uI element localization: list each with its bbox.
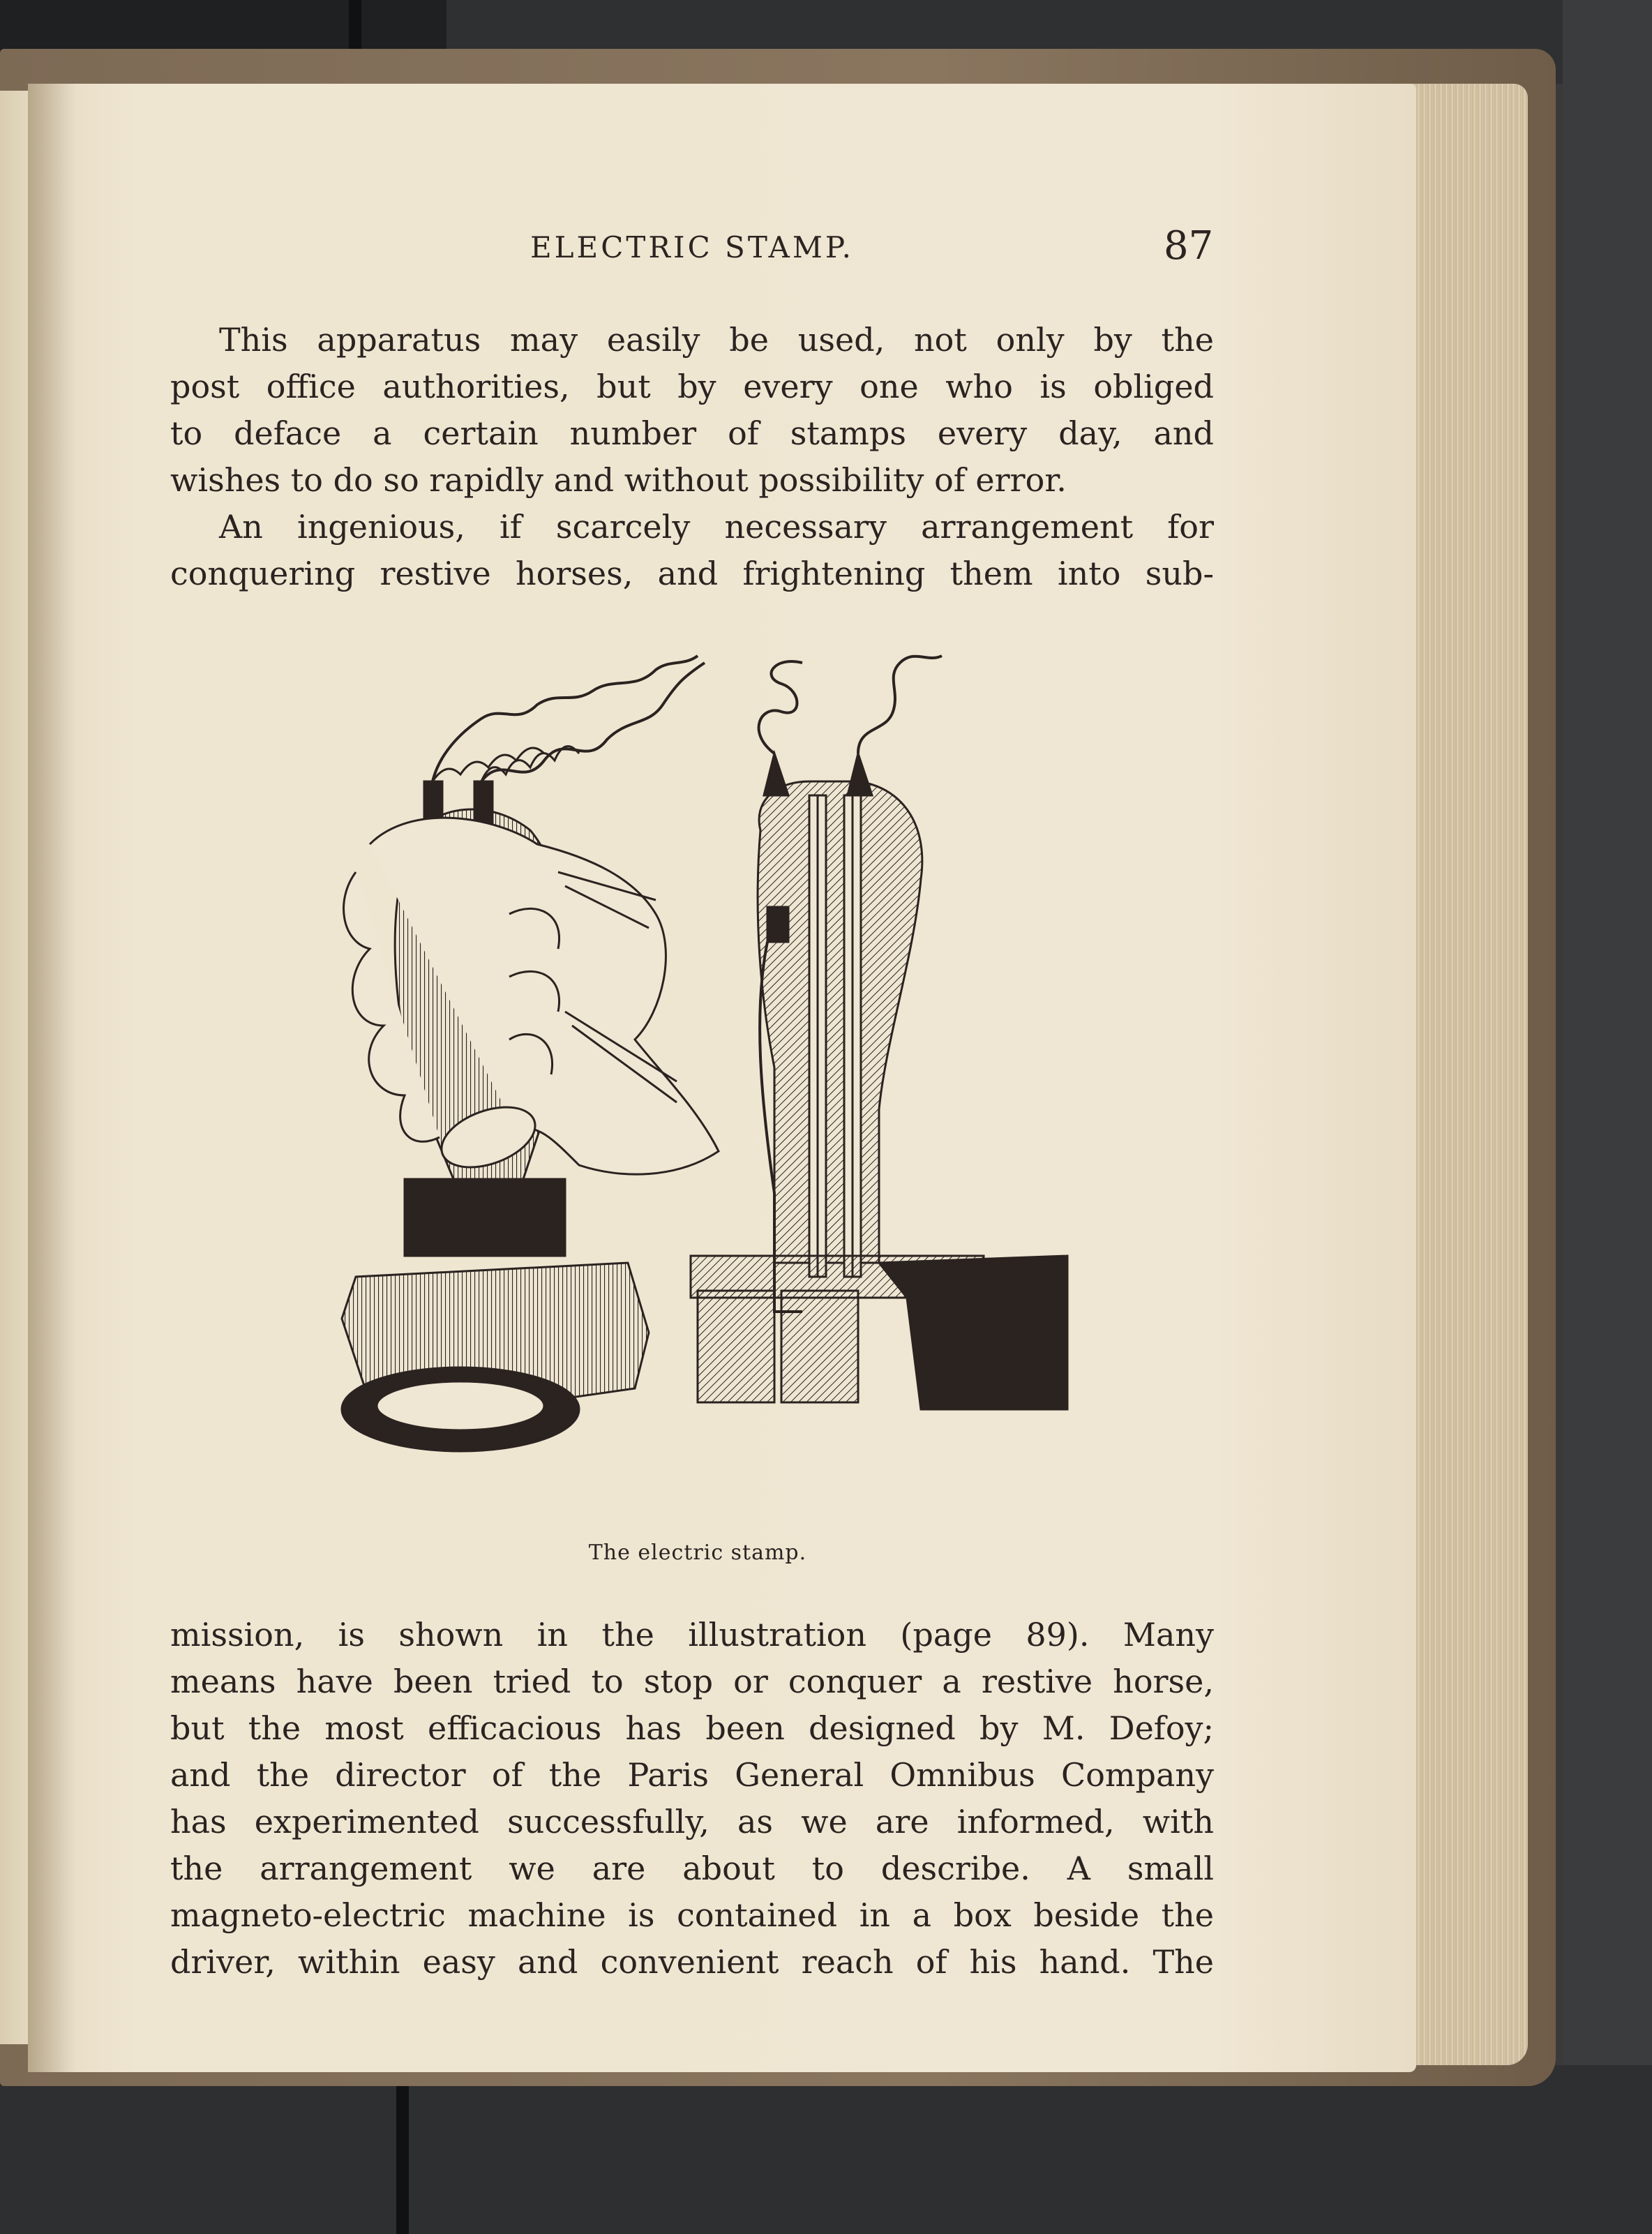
text-line: post office authorities, but by every one who is obliged	[170, 368, 1214, 405]
scanner-background	[1563, 0, 1652, 2234]
page-edges	[1409, 84, 1528, 2065]
text-line: the arrangement we are about to describe. A small	[170, 1850, 1214, 1887]
text-line: mission, is shown in the illustration (page 89). Many	[170, 1616, 1214, 1654]
text-line: driver, within easy and convenient reach of his hand. The	[170, 1943, 1214, 1981]
figure-caption: The electric stamp.	[588, 1540, 807, 1565]
paragraph-3	[170, 1612, 1214, 1986]
gutter-shadow	[28, 84, 77, 2072]
text-line: means have been tried to stop or conquer a restive horse,	[170, 1663, 1214, 1700]
text-line: An ingenious, if scarcely necessary arrangement for	[219, 508, 1214, 546]
text-line: to deface a certain number of stamps every day, and	[170, 414, 1214, 452]
paragraph-1	[170, 317, 1214, 504]
stamp-cross-section	[691, 656, 1067, 1409]
page-number: 87	[1164, 223, 1214, 269]
text-line: has experimented successfully, as we are informed, with	[170, 1803, 1214, 1841]
text-line: conquering restive horses, and frightening them into sub-	[170, 555, 1214, 592]
text-line: and the director of the Paris General Omnibus Company	[170, 1756, 1214, 1794]
hand-held-stamp	[342, 656, 719, 1451]
text-line: magneto-electric machine is contained in a box beside the	[170, 1896, 1214, 1934]
paragraph-2	[170, 504, 1214, 597]
text-line: but the most efficacious has been designed by M. Defoy;	[170, 1709, 1214, 1747]
book-clamp-rod	[396, 2065, 409, 2234]
running-head: ELECTRIC STAMP.	[530, 230, 854, 264]
scanner-background	[0, 2065, 1652, 2234]
text-line: wishes to do so rapidly and without possibility of error.	[170, 461, 1067, 499]
electric-stamp-illustration	[328, 649, 1081, 1535]
text-line: This apparatus may easily be used, not only by the	[219, 321, 1214, 359]
